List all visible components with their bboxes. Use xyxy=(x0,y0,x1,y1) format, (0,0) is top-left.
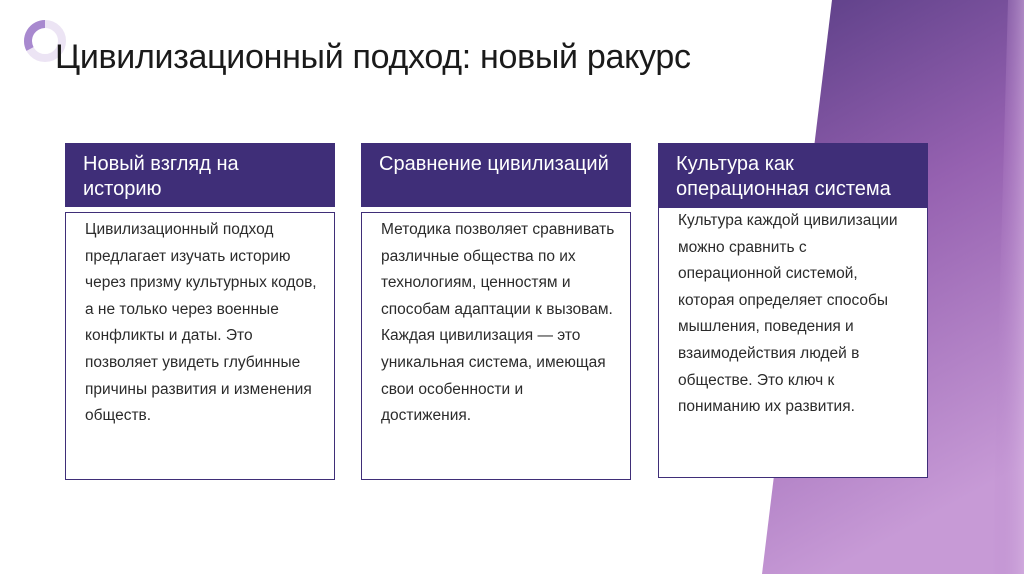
card-body-text: Методика позволяет сравнивать различные общества по их технологиям, ценностям и способам адаптации к вызовам. Каждая цивилизация — это уникальная система, имеющая свои особенности и достижения. xyxy=(361,212,631,480)
card-heading: Новый взгляд на историю xyxy=(65,143,335,207)
card-body-text: Цивилизационный подход предлагает изучать историю через призму культурных кодов, а не только через военные конфликты и даты. Это позволяет увидеть глубинные причины развития и изменения обществ. xyxy=(65,212,335,480)
card-new-view xyxy=(65,143,335,480)
card-culture-os xyxy=(658,143,928,478)
card-comparison xyxy=(361,143,631,480)
card-heading: Сравнение цивилизаций xyxy=(361,143,631,207)
card-heading: Культура как операционная система xyxy=(658,143,928,221)
card-body-text: Культура каждой цивилизации можно сравнить с операционной системой, которая определяет способы мышления, поведения и взаимодействия людей в обществе. Это ключ к пониманию их развития. xyxy=(658,207,928,478)
slide-title: Цивилизационный подход: новый ракурс xyxy=(55,38,691,76)
